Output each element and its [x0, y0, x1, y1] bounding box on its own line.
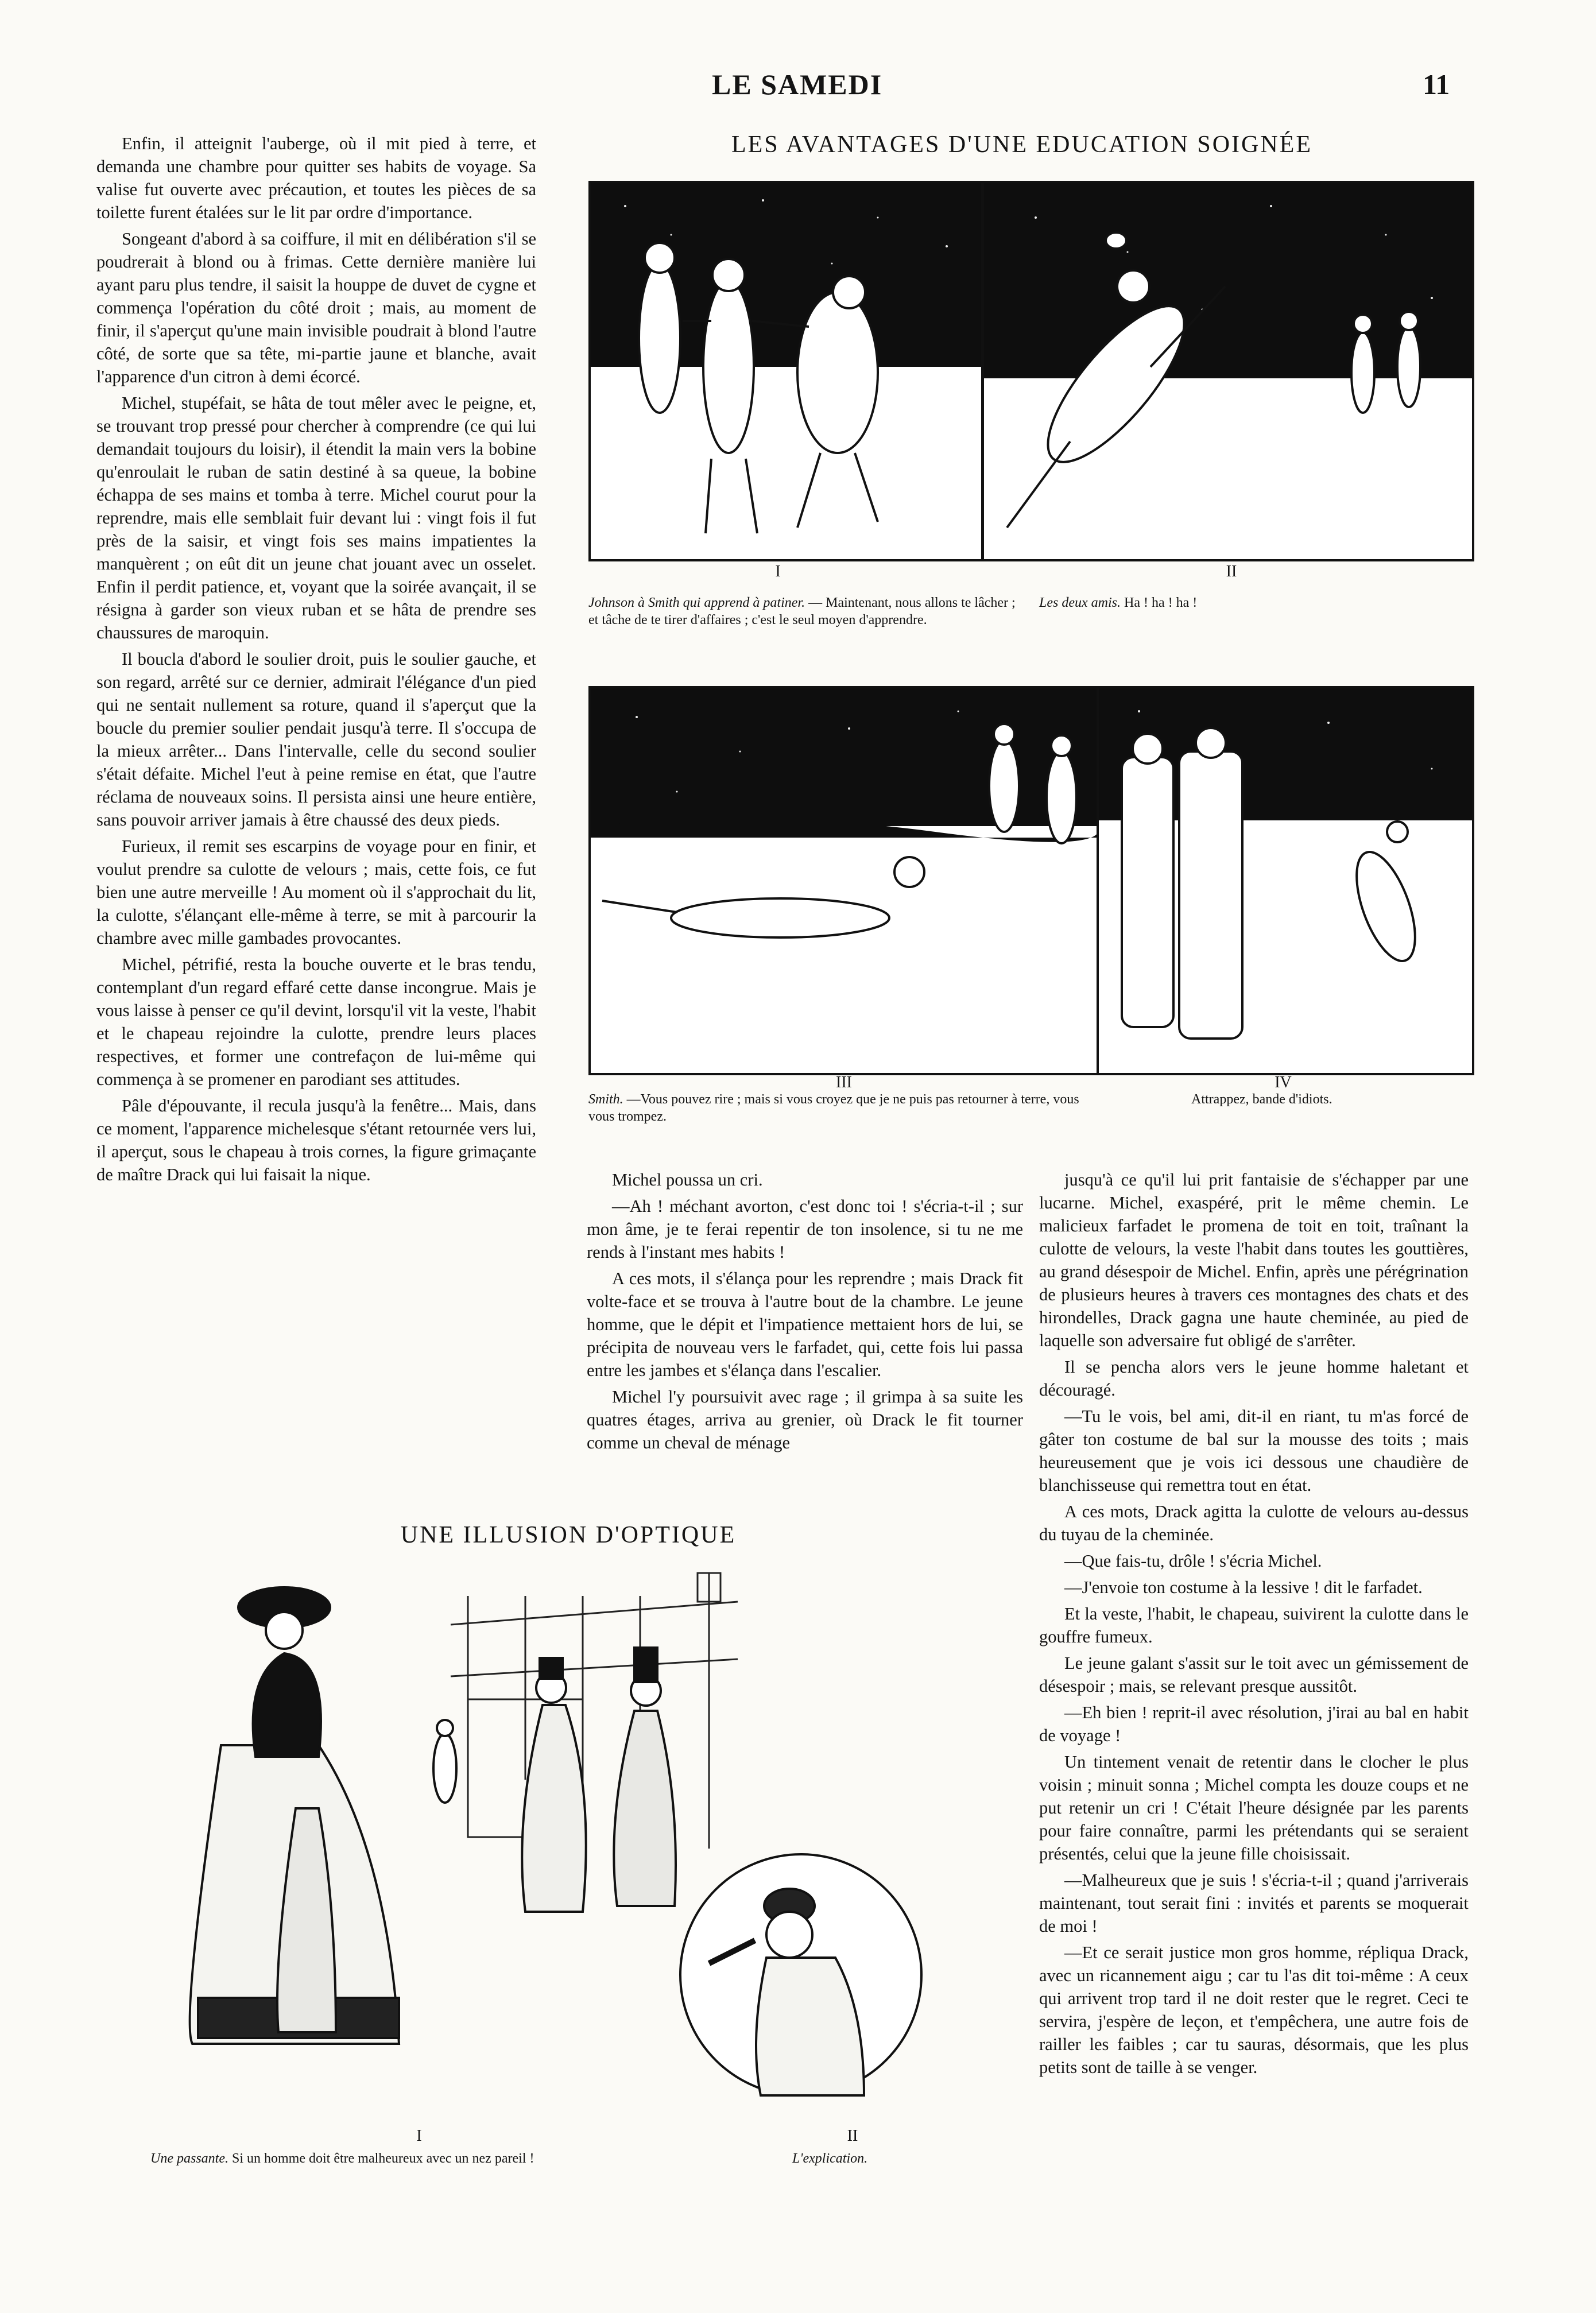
- paragraph: A ces mots, Drack agitta la culotte de velours au-dessus du tuyau de la cheminée.: [1039, 1502, 1469, 1544]
- paragraph: —Malheureux que je suis ! s'écria-t-il ; quand j'arriverais maintenant, tout serait fini : invités et parents se moquerait de moi !: [1039, 1870, 1469, 1936]
- paragraph: —Ah ! méchant avorton, c'est donc toi ! s'écria-t-il ; sur mon âme, je te ferai repentir de ton insolence, si tu ne me rends à l'instant mes habits !: [587, 1196, 1023, 1262]
- paragraph: Et la veste, l'habit, le chapeau, suivirent la culotte dans le gouffre fumeux.: [1039, 1604, 1469, 1646]
- comic-panel-4: [1097, 686, 1474, 1075]
- comic-panel-4-number: IV: [1275, 1074, 1292, 1091]
- optical-panel-2-speaker: L'explication.: [792, 2151, 868, 2166]
- paragraph: —Eh bien ! reprit-il avec résolution, j'irai au bal en habit de voyage !: [1039, 1703, 1469, 1745]
- optical-panel-1-caption: [150, 2150, 753, 2167]
- paragraph: Le jeune galant s'assit sur le toit avec un gémissement de désespoir ; mais, se relevant presque aussitôt.: [1039, 1653, 1469, 1696]
- comic-panel-2-speaker: Les deux amis.: [1039, 595, 1121, 610]
- comic-panel-1-number: I: [775, 563, 781, 580]
- skaters-illustration: [591, 183, 981, 559]
- page-number: 11: [1423, 68, 1450, 100]
- fallen-skater-illustration: [984, 183, 1472, 559]
- comic-panel-2-caption: [1039, 594, 1441, 611]
- optical-panel-1-number: I: [416, 2127, 422, 2145]
- optical-panel-2-caption: [792, 2150, 964, 2167]
- comic-panel-2-number: II: [1226, 563, 1237, 580]
- paragraph: —Que fais-tu, drôle ! s'écria Michel.: [1064, 1551, 1322, 1571]
- left-text-column: [96, 132, 536, 1190]
- comic-panel-3-caption: [588, 1091, 1105, 1125]
- paragraph: Michel, stupéfait, se hâta de tout mêler avec le peigne, et, se trouvant trop pressé pour chercher à comprendre (ce qui lui demandait toujours du loisir), il étendit la main vers la bobine qu'enroulait le ruban de satin destiné à sa queue, la bobine échappa de ses mains et tomba à terre. Michel courut pour la reprendre, mais elle semblait fuir devant lui : vingt fois il fut près de la saisir, et vingt fois ses mains impatientes la manquèrent ; on eût dit un jeune chat jouant avec un osselet. Enfin il perdit patience, et, voyant que la soirée avançait, il se résigna à garder son vieux ruban et se hâta de prendre ses chaussures de maroquin.: [96, 393, 536, 642]
- paragraph: —Et ce serait justice mon gros homme, répliqua Drack, avec un ricannement aigu ; car tu l'as dit toi-même : A ceux qui arrivent trop tard il ne doit rester que le regret. Ceci te servira, j'espère de leçon, et t'empêchera, une autre fois de railler les faibles ; car tu sauras, désormais, que les plus petits sont de taille à se venger.: [1039, 1943, 1469, 2077]
- paragraph: Michel poussa un cri.: [612, 1170, 763, 1190]
- comic-title: LES AVANTAGES D'UNE EDUCATION SOIGNÉE: [731, 131, 1312, 158]
- comic-panel-3-speaker: Smith.: [588, 1092, 623, 1107]
- comic-panel-1-text: — Maintenant, nous allons te lâcher ; et tâche de te tirer d'affaires ; c'est le seul moyen d'apprendre.: [588, 595, 1016, 627]
- comic-panel-1-caption: [588, 594, 1025, 629]
- paragraph: Michel l'y poursuivit avec rage ; il grimpa à sa suite les quatres étages, arriva au grenier, où Drack le fit tourner comme un cheval de ménage: [587, 1387, 1023, 1452]
- paragraph: jusqu'à ce qu'il lui prit fantaisie de s'échapper par une lucarne. Michel, exaspéré, prit le même chemin. Le malicieux farfadet le promena de toit en toit, traînant la culotte de velours, la veste l'habit dans toutes les gouttières, au grand désespoir de Michel. Enfin, après une pérégrination de plusieurs heures à travers ces montagnes des chats et des hirondelles, Drack gagna une haute cheminée, au pied de laquelle son adversaire fut obligé de s'arrêter.: [1039, 1170, 1469, 1350]
- optical-title: UNE ILLUSION D'OPTIQUE: [400, 1522, 737, 1548]
- paragraph: —Tu le vois, bel ami, dit-il en riant, tu m'as forcé de gâter ton costume de bal sur la mousse des toits ; mais heureusement que je vois ici dessous une chaudière de blanchisseuse qui remettra tout en état.: [1039, 1407, 1469, 1495]
- comic-panel-3-number: III: [836, 1074, 852, 1091]
- journal-title: LE SAMEDI: [712, 68, 883, 100]
- optical-panel-1-text: Si un homme doit être malheureux avec un nez pareil !: [231, 2151, 534, 2166]
- paragraph: Songeant d'abord à sa coiffure, il mit en délibération s'il se poudrerait à blond ou à frimas. Cette dernière manière lui ayant paru plus tendre, il saisit la houppe de duvet de cygne et commença l'opération du côté droit ; mais, au moment de finir, il s'aperçut qu'une main invisible poudrait à blond l'autre côté, de sorte que sa tête, mi-partie jaune et blanche, avait l'apparence d'un citron à demi écorcé.: [96, 229, 536, 386]
- skater-on-ice-illustration: [591, 688, 1099, 1073]
- paragraph: —J'envoie ton costume à la lessive ! dit le farfadet.: [1064, 1578, 1423, 1597]
- comic-panel-3-text: —Vous pouvez rire ; mais si vous croyez que je ne puis pas retourner à terre, vous vous trompez.: [588, 1092, 1079, 1124]
- optical-panel-2-number: II: [847, 2127, 858, 2145]
- paragraph: Michel, pétrifié, resta la bouche ouverte et le bras tendu, contemplant d'un regard effaré cette danse incongrue. Mais je vous laisse à penser ce qu'il devint, lorsqu'il vit la veste, l'habit et le chapeau rejoindre la culotte, prendre leurs places respectives, et former une contrefaçon de lui-même qui commença à se promener en parodiant ses attitudes.: [96, 955, 536, 1089]
- paragraph: Il boucla d'abord le soulier droit, puis le soulier gauche, et son regard, arrêté sur ce dernier, admirait l'élégance d'un pied qui ne sentait nullement sa roture, quand il s'aperçut que la boucle du premier soulier pendait jusqu'à terre. Il s'occupa de la mieux arrêter... Dans l'intervalle, celle du second soulier s'était défaite. Michel l'eut à peine remise en état, que l'autre réclama de nouveaux soins. Il persista ainsi une heure entière, sans pouvoir arriver jamais à être chaussé des deux pieds.: [96, 649, 536, 830]
- optical-panel-1-speaker: Une passante.: [150, 2151, 228, 2166]
- paragraph: Enfin, il atteignit l'auberge, où il mit pied à terre, et demanda une chambre pour quitter ses habits de voyage. Sa valise fut ouverte avec précaution, et toutes les pièces de sa toilette furent étalées sur le lit par ordre d'importance.: [96, 134, 536, 222]
- comic-panel-2: [982, 181, 1474, 561]
- middle-text-column: [587, 1168, 1023, 1458]
- comic-panel-1: [588, 181, 983, 561]
- comic-panel-3: [588, 686, 1101, 1075]
- paragraph: Pâle d'épouvante, il recula jusqu'à la fenêtre... Mais, dans ce moment, l'apparence michelesque s'étant retournée vers lui, il aperçut, sous le chapeau à trois cornes, la figure grimaçante de maître Drack qui lui faisait la nique.: [96, 1096, 536, 1184]
- street-scene-illustration: [146, 1562, 962, 2113]
- comic-panel-1-speaker: Johnson à Smith qui apprend à patiner.: [588, 595, 805, 610]
- paragraph: Un tintement venait de retentir dans le clocher le plus voisin ; minuit sonna ; Michel compta les douze coups et ne put retenir un cri ! C'était l'heure désignée par les parents pour faire connaître, parmi les prétendants qui se seraient présentés, celui que la jeune fille choisissait.: [1039, 1752, 1469, 1863]
- paragraph: A ces mots, il s'élança pour les reprendre ; mais Drack fit volte-face et se trouva à l'autre bout de la chambre. Le jeune homme, que le dépit et l'impatience mettaient hors de lui, se précipita de nouveau vers le farfadet, qui, cette fois lui passa entre les jambes et s'élança dans l'escalier.: [587, 1269, 1023, 1380]
- optical-illustration: [146, 1562, 962, 2113]
- right-text-column: [1039, 1168, 1469, 2082]
- comic-panel-4-text: Attrappez, bande d'idiots.: [1191, 1092, 1332, 1107]
- comic-panel-2-text: Ha ! ha ! ha !: [1124, 595, 1198, 610]
- paragraph: Furieux, il remit ses escarpins de voyage pour en finir, et voulut prendre sa culotte de velours ; mais, cette fois, ce fut bien une autre merveille ! Au moment où il s'approchait du lit, la culotte, s'élançant elle-même à terre, se mit à parcourir la chambre avec mille gambades provocantes.: [96, 836, 536, 948]
- paragraph: Il se pencha alors vers le jeune homme haletant et découragé.: [1039, 1357, 1469, 1400]
- leaving-skaters-illustration: [1099, 688, 1472, 1073]
- comic-panel-4-caption: [1191, 1091, 1467, 1108]
